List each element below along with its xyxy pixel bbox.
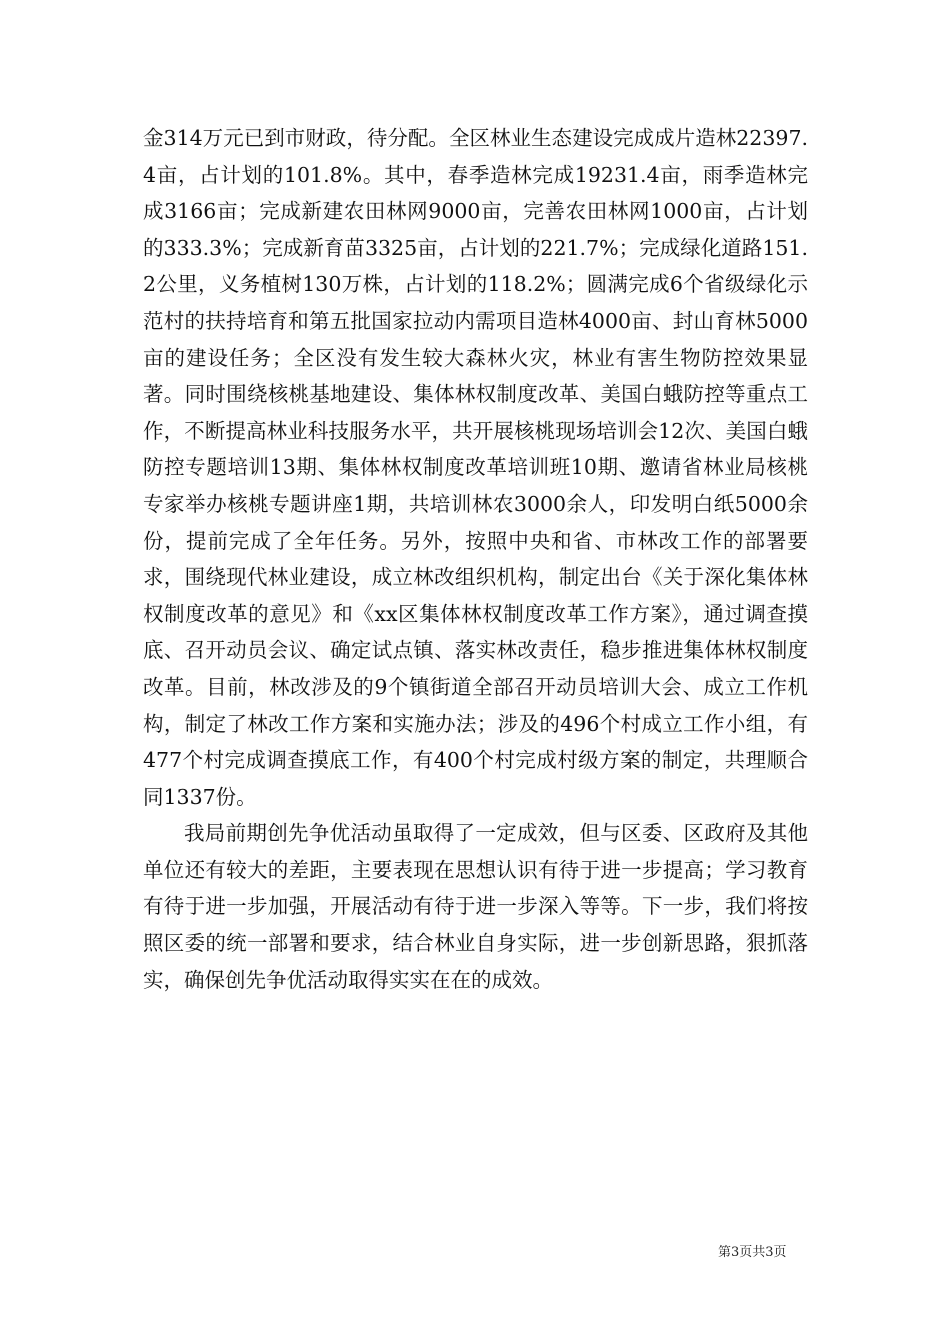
- paragraph-1: 金314万元已到市财政，待分配。全区林业生态建设完成成片造林22397.4亩，占计划的101.8%。其中，春季造林完成19231.4亩，雨季造林完成3166亩；完成新建农田林网9000亩，完善农田林网1000亩，占计划的333.3%；完成新育苗3325亩，占计划的221.7%；完成绿化道路151.2公里，义务植树130万株，占计划的118.2%；圆满完成6个省级绿化示范村的扶持培育和第五批国家拉动内需项目造林4000亩、封山育林5000亩的建设任务；全区没有发生较大森林火灾，林业有害生物防控效果显著。同时围绕核桃基地建设、集体林权制度改革、美国白蛾防控等重点工作，不断提高林业科技服务水平，共开展核桃现场培训会12次、美国白蛾防控专题培训13期、集体林权制度改革培训班10期、邀请省林业局核桃专家举办核桃专题讲座1期，共培训林农3000余人，印发明白纸5000余份，提前完成了全年任务。另外，按照中央和省、市林改工作的部署要求，围绕现代林业建设，成立林改组织机构，制定出台《关于深化集体林权制度改革的意见》和《xx区集体林权制度改革工作方案》，通过调查摸底、召开动员会议、确定试点镇、落实林改责任，稳步推进集体林权制度改革。目前，林改涉及的9个镇街道全部召开动员培训大会、成立工作机构，制定了林改工作方案和实施办法；涉及的496个村成立工作小组，有477个村完成调查摸底工作，有400个村完成村级方案的制定，共理顺合同1337份。: [143, 126, 808, 809]
- paragraph-2: 我局前期创先争优活动虽取得了一定成效，但与区委、区政府及其他单位还有较大的差距，主要表现在思想认识有待于进一步提高；学习教育有待于进一步加强，开展活动有待于进一步深入等等。下一步，我们将按照区委的统一部署和要求，结合林业自身实际，进一步创新思路，狠抓落实，确保创先争优活动取得实实在在的成效。: [143, 821, 808, 992]
- document-body: [143, 120, 808, 998]
- page-number: 第3页共3页: [718, 1245, 787, 1260]
